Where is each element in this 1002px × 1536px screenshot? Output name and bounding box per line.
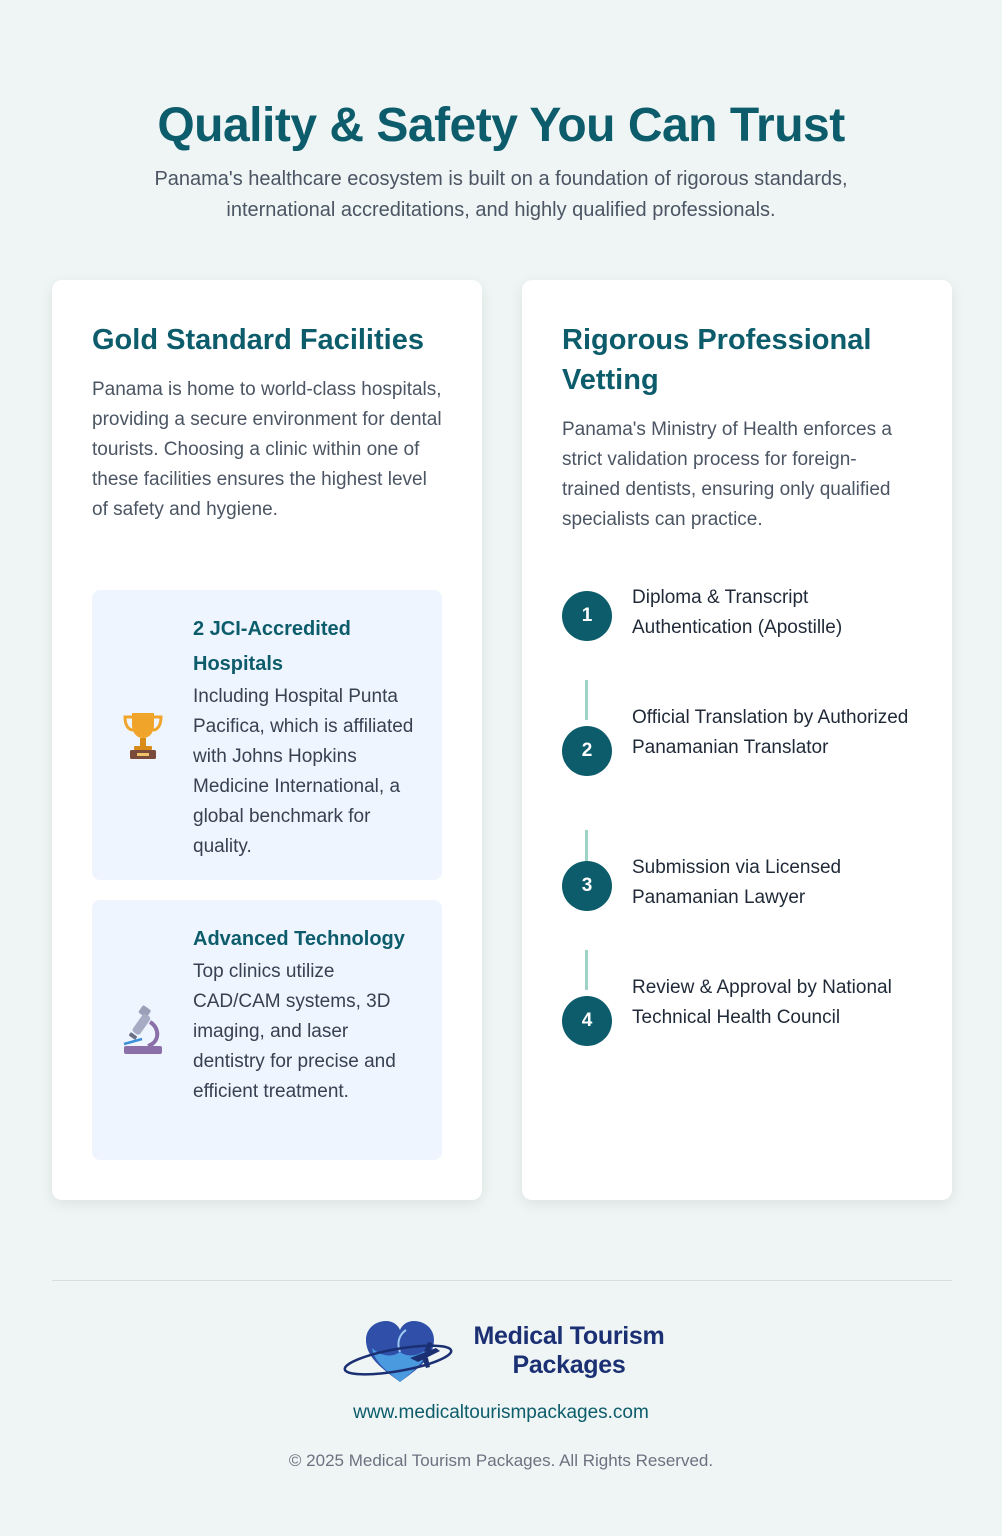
page-subtitle: Panama's healthcare ecosystem is built on a foundation of rigorous standards, international accreditations, and highly qualified professionals. xyxy=(154,168,848,221)
vetting-title: Rigorous Professional Vetting xyxy=(562,324,872,396)
step-text: Submission via Licensed Panamanian Lawyer xyxy=(632,857,842,908)
feature-text: Including Hospital Punta Pacifica, which is affiliated with Johns Hopkins Medicine International, a global benchmark for quality. xyxy=(193,686,414,857)
vetting-intro: Panama's Ministry of Health enforces a strict validation process for foreign-trained dentists, ensuring only qualified specialists can practice. xyxy=(562,419,892,530)
vetting-card xyxy=(522,280,952,1200)
feature-text: Top clinics utilize CAD/CAM systems, 3D imaging, and laser dentistry for precise and efficient treatment. xyxy=(193,961,396,1102)
facilities-intro: Panama is home to world-class hospitals, providing a secure environment for dental tourists. Choosing a clinic within one of these facilities ensures the highest level of safety and hygiene. xyxy=(92,379,442,520)
copyright-text: © 2025 Medical Tourism Packages. All Rights Reserved. xyxy=(288,1451,714,1470)
step-connector xyxy=(585,950,588,990)
logo-line-1: Medical Tourism xyxy=(473,1322,665,1350)
website-link[interactable]: www.medicaltourismpackages.com xyxy=(353,1402,649,1423)
logo-line-2: Packages xyxy=(512,1351,626,1379)
feature-title: 2 JCI-Accredited Hospitals xyxy=(193,618,351,675)
microscope-icon xyxy=(120,1004,166,1056)
page-header xyxy=(0,96,1002,226)
feature-title: Advanced Technology xyxy=(193,928,405,950)
step-connector xyxy=(585,680,588,720)
step-number: 4 xyxy=(562,996,612,1046)
logo-wordmark xyxy=(464,1322,674,1380)
page-title: Quality & Safety You Can Trust xyxy=(157,99,845,152)
facilities-title: Gold Standard Facilities xyxy=(92,324,424,356)
step-number: 3 xyxy=(562,861,612,911)
step-text: Review & Approval by National Technical Health Council xyxy=(632,977,892,1028)
trophy-icon xyxy=(120,709,166,761)
step-number: 2 xyxy=(562,726,612,776)
step-text: Official Translation by Authorized Panamanian Translator xyxy=(632,707,909,758)
heart-plane-icon xyxy=(340,1318,465,1388)
feature-jci-hospitals xyxy=(92,590,442,880)
facilities-card xyxy=(52,280,482,1200)
feature-advanced-technology xyxy=(92,900,442,1160)
step-number: 1 xyxy=(562,591,612,641)
company-logo xyxy=(340,1318,670,1388)
footer-divider xyxy=(52,1280,952,1281)
step-text: Diploma & Transcript Authentication (Apostille) xyxy=(632,587,843,638)
